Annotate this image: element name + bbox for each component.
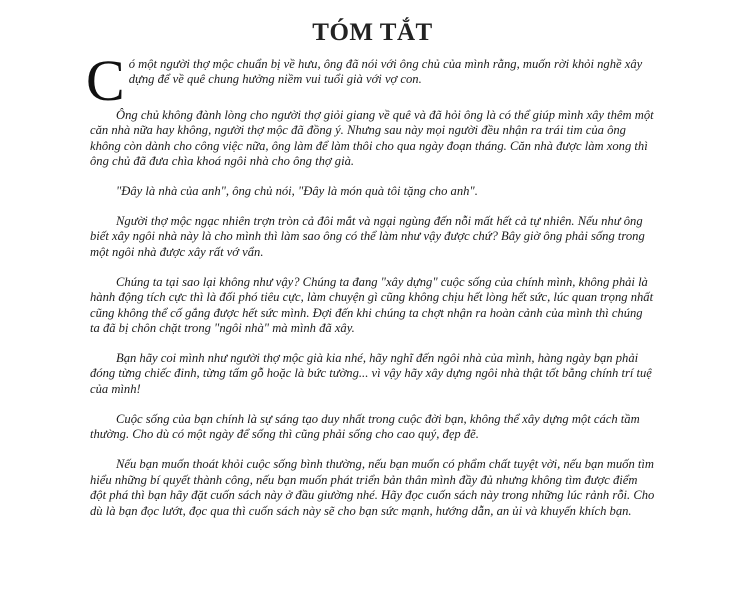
- paragraph-1-text: ó một người thợ mộc chuẩn bị về hưu, ông đã nói với ông chủ của mình rằng, muốn rời khỏi nghề xây dựng để về quê chung hưởng niềm vui tuổi già với vợ con.: [128, 57, 643, 87]
- paragraph-8: Nếu bạn muốn thoát khỏi cuộc sống bình thường, nếu bạn muốn có phẩm chất tuyệt vời, nếu bạn muốn tìm hiểu những bí quyết thành công, nếu bạn muốn phát triển bản thân mình đầy đủ nhưng không tìm được điểm đột phá thì bạn hãy đặt cuốn sách này ở đầu giường nhé. Hãy đọc cuốn sách này trong những lúc rảnh rỗi. Cho dù là bạn đọc lướt, đọc qua thì cuốn sách này sẽ cho bạn sức mạnh, hướng dẫn, an ủi và khuyến khích bạn.: [90, 457, 655, 518]
- drop-cap: C: [86, 48, 125, 113]
- paragraph-3: "Đây là nhà của anh", ông chủ nói, "Đây là món quà tôi tặng cho anh".: [116, 184, 478, 199]
- paragraph-2: Ông chủ không đành lòng cho người thợ giỏi giang về quê và đã hỏi ông là có thể giúp mình xây thêm một căn nhà nữa hay không, người thợ mộc đã đồng ý. Nhưng sau này mọi người đều nhận ra trái tim của ông không còn dành cho công việc nữa, ông làm để làm thôi cho qua ngày đoạn tháng. Căn nhà được làm xong thì ông chủ đã đưa chìa khoá ngôi nhà cho ông thợ già.: [90, 107, 654, 169]
- paragraph-5: Chúng ta tại sao lại không như vậy? Chúng ta đang "xây dựng" cuộc sống của chính mình, không phải là hành động tích cực thì là đối phó tiêu cực, làm chuyện gì cũng không chịu hết lòng hết sức, lúc quan trọng nhất cũng không thể cố gắng được hết sức mình. Đợi đến khi chúng ta chợt nhận ra hoàn cảnh của mình thì chúng ta đã bị chôn chặt trong "ngôi nhà" mà mình đã xây.: [90, 274, 654, 336]
- page-title: TÓM TẮT: [312, 19, 433, 46]
- paragraph-6: Bạn hãy coi mình như người thợ mộc già kia nhé, hãy nghĩ đến ngôi nhà của mình, hàng ngày bạn phải đóng từng chiếc đinh, từng tấm gỗ hoặc là bức tường... vì vậy hãy xây dựng ngôi nhà thật tốt bằng chính trí tuệ của mình!: [90, 351, 652, 396]
- paragraph-1: [86, 48, 655, 113]
- paragraph-7: Cuộc sống của bạn chính là sự sáng tạo duy nhất trong cuộc đời bạn, không thể xây dựng một cách tầm thường. Cho dù có một ngày để sống thì cũng phải sống cho cao quý, đẹp đẽ.: [90, 411, 640, 442]
- paragraph-4: Người thợ mộc ngạc nhiên trợn tròn cả đôi mắt và ngại ngùng đến nỗi mất hết cả tự nhiên. Nếu như ông biết xây ngôi nhà này là cho mình thì làm sao ông có thể làm như vậy được chứ? Bây giờ ông phải sống trong một ngôi nhà được xây rất vớ vẩn.: [90, 214, 645, 259]
